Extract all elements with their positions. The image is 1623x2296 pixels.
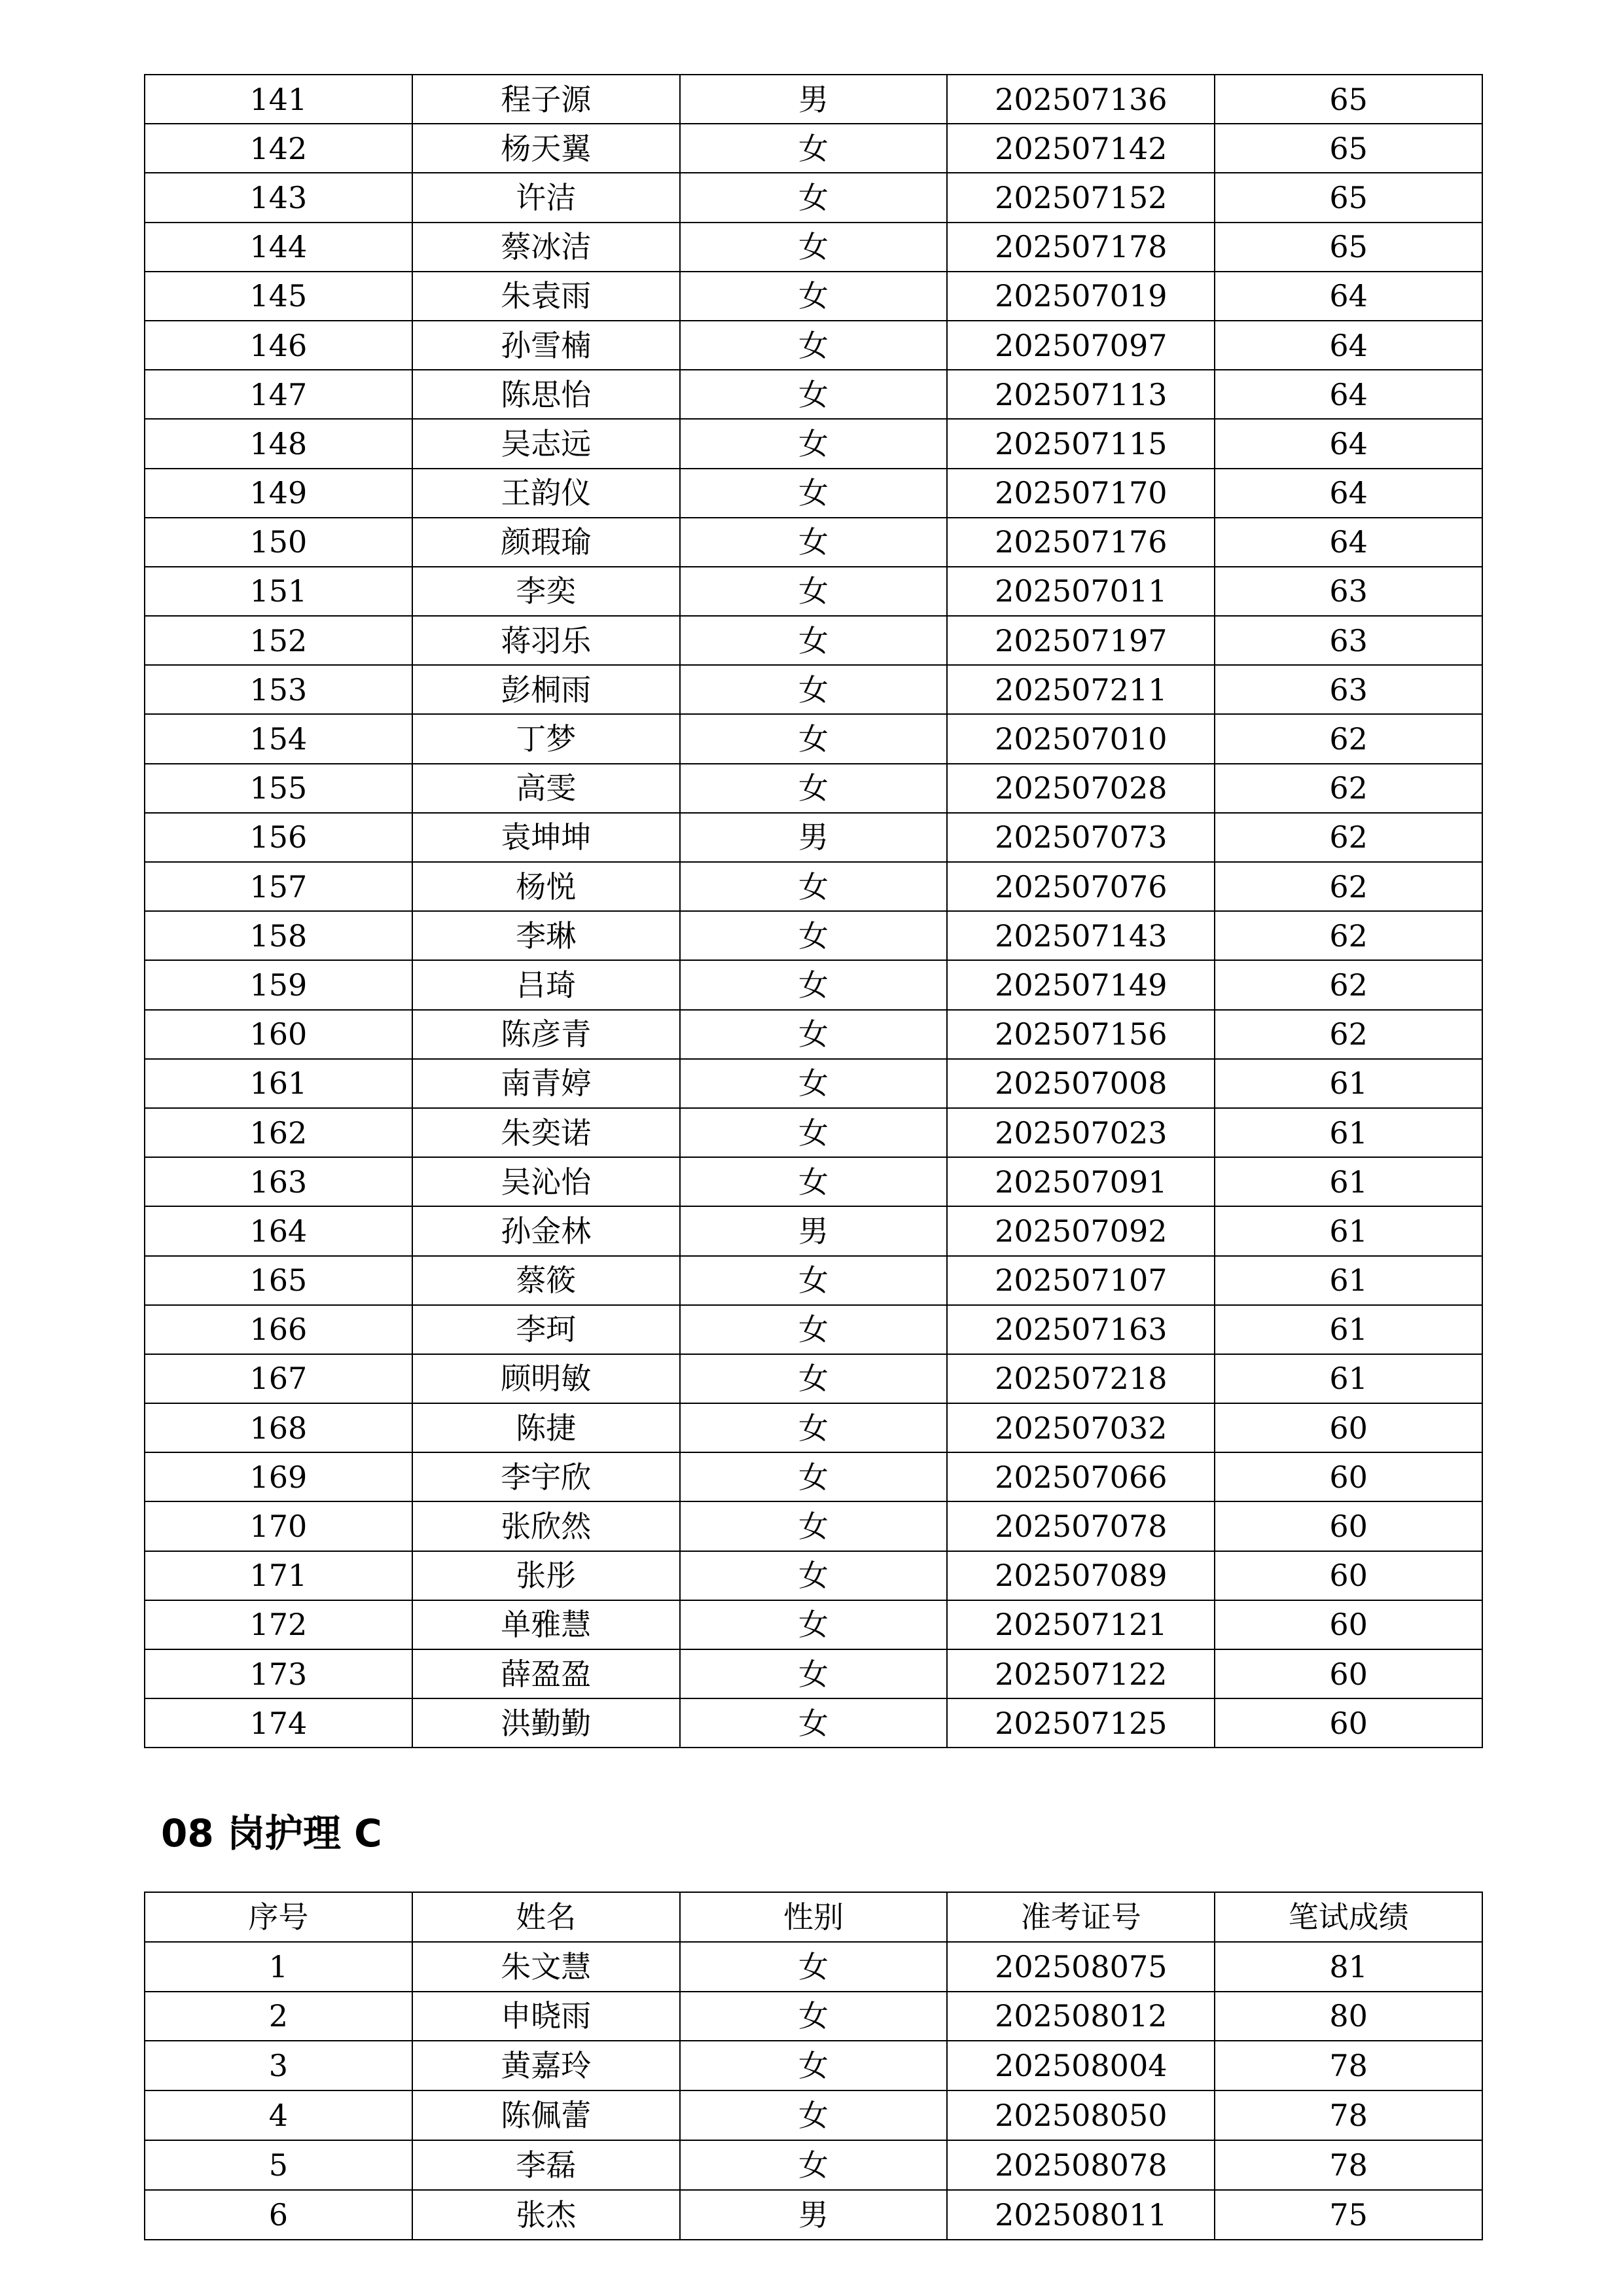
cell-name: 李琳	[412, 911, 680, 960]
cell-exam-id: 202507163	[947, 1305, 1215, 1354]
cell-exam-id: 202507115	[947, 419, 1215, 468]
table-row	[145, 370, 1482, 419]
cell-gender: 女	[680, 665, 948, 714]
cell-index: 144	[145, 223, 412, 272]
cell-name: 蔡筱	[412, 1256, 680, 1305]
cell-exam-id: 202508075	[947, 1942, 1215, 1992]
cell-gender: 女	[680, 911, 948, 960]
cell-gender: 男	[680, 75, 948, 124]
cell-exam-id: 202507142	[947, 124, 1215, 173]
cell-gender: 女	[680, 1942, 948, 1992]
table-row	[145, 2140, 1482, 2190]
cell-name: 彭桐雨	[412, 665, 680, 714]
cell-score: 63	[1215, 616, 1482, 665]
cell-index: 151	[145, 567, 412, 616]
cell-score: 61	[1215, 1354, 1482, 1403]
cell-exam-id: 202507019	[947, 272, 1215, 321]
cell-index: 3	[145, 2041, 412, 2090]
cell-score: 60	[1215, 1698, 1482, 1748]
cell-exam-id: 202507011	[947, 567, 1215, 616]
cell-name: 李宇欣	[412, 1452, 680, 1501]
cell-name: 薛盈盈	[412, 1649, 680, 1698]
table-row	[145, 960, 1482, 1009]
cell-gender: 女	[680, 1551, 948, 1600]
cell-name: 李磊	[412, 2140, 680, 2190]
table-row	[145, 1698, 1482, 1748]
cell-score: 65	[1215, 173, 1482, 222]
cell-exam-id: 202507107	[947, 1256, 1215, 1305]
cell-score: 61	[1215, 1108, 1482, 1157]
cell-exam-id: 202508012	[947, 1992, 1215, 2041]
cell-exam-id: 202507176	[947, 518, 1215, 567]
cell-index: 6	[145, 2190, 412, 2240]
table-row	[145, 321, 1482, 370]
score-table-continued	[144, 74, 1483, 1748]
cell-index: 149	[145, 469, 412, 518]
table-row	[145, 469, 1482, 518]
cell-score: 60	[1215, 1452, 1482, 1501]
cell-index: 159	[145, 960, 412, 1009]
cell-index: 162	[145, 1108, 412, 1157]
cell-index: 145	[145, 272, 412, 321]
table-row	[145, 616, 1482, 665]
cell-gender: 女	[680, 173, 948, 222]
table-row	[145, 223, 1482, 272]
cell-exam-id: 202507121	[947, 1600, 1215, 1649]
cell-score: 60	[1215, 1600, 1482, 1649]
column-header-name: 姓名	[412, 1892, 680, 1942]
cell-index: 158	[145, 911, 412, 960]
table-body	[145, 75, 1482, 1748]
cell-exam-id: 202507218	[947, 1354, 1215, 1403]
cell-score: 62	[1215, 862, 1482, 911]
cell-exam-id: 202507076	[947, 862, 1215, 911]
cell-index: 143	[145, 173, 412, 222]
cell-gender: 女	[680, 1600, 948, 1649]
cell-gender: 男	[680, 2190, 948, 2240]
cell-name: 张欣然	[412, 1501, 680, 1551]
cell-gender: 女	[680, 272, 948, 321]
cell-score: 64	[1215, 419, 1482, 468]
cell-name: 蔡冰洁	[412, 223, 680, 272]
cell-gender: 男	[680, 1206, 948, 1255]
cell-index: 146	[145, 321, 412, 370]
cell-score: 65	[1215, 75, 1482, 124]
cell-score: 65	[1215, 124, 1482, 173]
cell-score: 64	[1215, 272, 1482, 321]
cell-name: 王韵仪	[412, 469, 680, 518]
table-row	[145, 1305, 1482, 1354]
table-row	[145, 1403, 1482, 1452]
cell-name: 陈思怡	[412, 370, 680, 419]
cell-index: 2	[145, 1992, 412, 2041]
cell-score: 78	[1215, 2041, 1482, 2090]
table-row	[145, 1108, 1482, 1157]
table-header	[145, 1892, 1482, 1942]
cell-name: 杨悦	[412, 862, 680, 911]
cell-name: 孙雪楠	[412, 321, 680, 370]
table-row	[145, 518, 1482, 567]
table-row	[145, 75, 1482, 124]
cell-exam-id: 202507092	[947, 1206, 1215, 1255]
cell-exam-id: 202507032	[947, 1403, 1215, 1452]
cell-name: 李珂	[412, 1305, 680, 1354]
cell-index: 169	[145, 1452, 412, 1501]
table-row	[145, 124, 1482, 173]
cell-index: 141	[145, 75, 412, 124]
cell-gender: 女	[680, 1157, 948, 1206]
cell-score: 78	[1215, 2090, 1482, 2140]
cell-exam-id: 202507010	[947, 714, 1215, 763]
cell-score: 65	[1215, 223, 1482, 272]
cell-index: 165	[145, 1256, 412, 1305]
cell-score: 62	[1215, 714, 1482, 763]
cell-index: 160	[145, 1010, 412, 1059]
table-row	[145, 813, 1482, 862]
cell-gender: 女	[680, 1698, 948, 1748]
cell-score: 64	[1215, 321, 1482, 370]
table-row	[145, 2190, 1482, 2240]
cell-gender: 女	[680, 469, 948, 518]
cell-name: 吴志远	[412, 419, 680, 468]
cell-index: 142	[145, 124, 412, 173]
cell-index: 164	[145, 1206, 412, 1255]
cell-name: 吕琦	[412, 960, 680, 1009]
cell-score: 60	[1215, 1551, 1482, 1600]
cell-index: 153	[145, 665, 412, 714]
cell-score: 64	[1215, 469, 1482, 518]
cell-index: 150	[145, 518, 412, 567]
cell-index: 167	[145, 1354, 412, 1403]
cell-index: 174	[145, 1698, 412, 1748]
cell-exam-id: 202508004	[947, 2041, 1215, 2090]
cell-name: 程子源	[412, 75, 680, 124]
cell-name: 张杰	[412, 2190, 680, 2240]
cell-score: 61	[1215, 1059, 1482, 1108]
cell-score: 61	[1215, 1305, 1482, 1354]
cell-exam-id: 202507149	[947, 960, 1215, 1009]
cell-score: 60	[1215, 1649, 1482, 1698]
column-header-gender: 性别	[680, 1892, 948, 1942]
cell-name: 蒋羽乐	[412, 616, 680, 665]
cell-exam-id: 202507023	[947, 1108, 1215, 1157]
cell-exam-id: 202507008	[947, 1059, 1215, 1108]
cell-gender: 女	[680, 370, 948, 419]
cell-name: 洪勤勤	[412, 1698, 680, 1748]
cell-index: 5	[145, 2140, 412, 2190]
table-row	[145, 1206, 1482, 1255]
cell-name: 朱文慧	[412, 1942, 680, 1992]
table-row	[145, 764, 1482, 813]
cell-index: 155	[145, 764, 412, 813]
cell-index: 4	[145, 2090, 412, 2140]
cell-name: 黄嘉玲	[412, 2041, 680, 2090]
cell-name: 丁梦	[412, 714, 680, 763]
cell-exam-id: 202507197	[947, 616, 1215, 665]
cell-score: 62	[1215, 813, 1482, 862]
table-row	[145, 567, 1482, 616]
table-row	[145, 1010, 1482, 1059]
table-row	[145, 1600, 1482, 1649]
cell-name: 杨天翼	[412, 124, 680, 173]
table-row	[145, 665, 1482, 714]
cell-gender: 女	[680, 1059, 948, 1108]
cell-gender: 女	[680, 1305, 948, 1354]
cell-score: 62	[1215, 911, 1482, 960]
cell-gender: 女	[680, 1010, 948, 1059]
cell-exam-id: 202507136	[947, 75, 1215, 124]
cell-gender: 女	[680, 2041, 948, 2090]
cell-exam-id: 202507152	[947, 173, 1215, 222]
cell-name: 许洁	[412, 173, 680, 222]
cell-exam-id: 202507143	[947, 911, 1215, 960]
cell-exam-id: 202508078	[947, 2140, 1215, 2190]
cell-exam-id: 202507097	[947, 321, 1215, 370]
cell-score: 61	[1215, 1206, 1482, 1255]
cell-name: 顾明敏	[412, 1354, 680, 1403]
table-row	[145, 1942, 1482, 1992]
cell-exam-id: 202507089	[947, 1551, 1215, 1600]
cell-gender: 女	[680, 714, 948, 763]
cell-score: 63	[1215, 567, 1482, 616]
cell-gender: 女	[680, 1649, 948, 1698]
cell-name: 袁坤坤	[412, 813, 680, 862]
cell-name: 吴沁怡	[412, 1157, 680, 1206]
cell-index: 1	[145, 1942, 412, 1992]
cell-name: 申晓雨	[412, 1992, 680, 2041]
cell-name: 朱奕诺	[412, 1108, 680, 1157]
cell-gender: 女	[680, 960, 948, 1009]
cell-gender: 女	[680, 764, 948, 813]
cell-score: 62	[1215, 1010, 1482, 1059]
table-body	[145, 1942, 1482, 2240]
cell-gender: 女	[680, 518, 948, 567]
table-row	[145, 2041, 1482, 2090]
table-row	[145, 862, 1482, 911]
cell-gender: 女	[680, 419, 948, 468]
cell-score: 62	[1215, 764, 1482, 813]
cell-exam-id: 202507122	[947, 1649, 1215, 1698]
cell-exam-id: 202507170	[947, 469, 1215, 518]
cell-gender: 女	[680, 1256, 948, 1305]
cell-exam-id: 202507078	[947, 1501, 1215, 1551]
cell-gender: 女	[680, 124, 948, 173]
cell-name: 南青婷	[412, 1059, 680, 1108]
cell-gender: 女	[680, 1108, 948, 1157]
cell-gender: 女	[680, 1992, 948, 2041]
cell-index: 168	[145, 1403, 412, 1452]
table-row	[145, 1256, 1482, 1305]
cell-index: 172	[145, 1600, 412, 1649]
cell-exam-id: 202507125	[947, 1698, 1215, 1748]
cell-index: 163	[145, 1157, 412, 1206]
cell-gender: 女	[680, 862, 948, 911]
cell-gender: 女	[680, 2090, 948, 2140]
cell-index: 161	[145, 1059, 412, 1108]
score-table-nursing-c	[144, 1892, 1483, 2240]
cell-score: 60	[1215, 1403, 1482, 1452]
cell-gender: 女	[680, 616, 948, 665]
cell-score: 64	[1215, 518, 1482, 567]
table-row	[145, 1501, 1482, 1551]
table-row	[145, 1157, 1482, 1206]
cell-index: 157	[145, 862, 412, 911]
cell-score: 60	[1215, 1501, 1482, 1551]
table-row	[145, 419, 1482, 468]
cell-score: 81	[1215, 1942, 1482, 1992]
cell-name: 高雯	[412, 764, 680, 813]
cell-exam-id: 202507066	[947, 1452, 1215, 1501]
cell-exam-id: 202508011	[947, 2190, 1215, 2240]
cell-gender: 女	[680, 1354, 948, 1403]
cell-score: 61	[1215, 1256, 1482, 1305]
cell-exam-id: 202507073	[947, 813, 1215, 862]
cell-index: 170	[145, 1501, 412, 1551]
cell-index: 147	[145, 370, 412, 419]
cell-exam-id: 202507178	[947, 223, 1215, 272]
table-row	[145, 1354, 1482, 1403]
cell-score: 64	[1215, 370, 1482, 419]
cell-name: 朱袁雨	[412, 272, 680, 321]
cell-index: 156	[145, 813, 412, 862]
cell-gender: 女	[680, 1403, 948, 1452]
cell-score: 80	[1215, 1992, 1482, 2041]
cell-name: 陈彦青	[412, 1010, 680, 1059]
cell-name: 颜瑕瑜	[412, 518, 680, 567]
cell-gender: 女	[680, 2140, 948, 2190]
section-heading: 08 岗护理 C	[161, 1811, 382, 1856]
cell-index: 171	[145, 1551, 412, 1600]
cell-exam-id: 202507091	[947, 1157, 1215, 1206]
cell-score: 78	[1215, 2140, 1482, 2190]
table-row	[145, 272, 1482, 321]
table-row	[145, 1649, 1482, 1698]
cell-gender: 女	[680, 1452, 948, 1501]
cell-score: 61	[1215, 1157, 1482, 1206]
cell-name: 陈捷	[412, 1403, 680, 1452]
cell-name: 单雅慧	[412, 1600, 680, 1649]
cell-index: 154	[145, 714, 412, 763]
table-row	[145, 1452, 1482, 1501]
table-row	[145, 173, 1482, 222]
cell-score: 63	[1215, 665, 1482, 714]
column-header-index: 序号	[145, 1892, 412, 1942]
cell-exam-id: 202507211	[947, 665, 1215, 714]
cell-exam-id: 202507028	[947, 764, 1215, 813]
cell-gender: 女	[680, 223, 948, 272]
cell-index: 148	[145, 419, 412, 468]
cell-index: 152	[145, 616, 412, 665]
cell-index: 173	[145, 1649, 412, 1698]
cell-score: 62	[1215, 960, 1482, 1009]
cell-gender: 女	[680, 1501, 948, 1551]
cell-name: 陈佩蕾	[412, 2090, 680, 2140]
cell-exam-id: 202507113	[947, 370, 1215, 419]
cell-gender: 女	[680, 321, 948, 370]
cell-name: 张彤	[412, 1551, 680, 1600]
cell-gender: 女	[680, 567, 948, 616]
table-row	[145, 1992, 1482, 2041]
table-row	[145, 2090, 1482, 2140]
cell-gender: 男	[680, 813, 948, 862]
table-row	[145, 1059, 1482, 1108]
cell-name: 李奕	[412, 567, 680, 616]
table-row	[145, 1551, 1482, 1600]
cell-exam-id: 202508050	[947, 2090, 1215, 2140]
cell-exam-id: 202507156	[947, 1010, 1215, 1059]
table-row	[145, 714, 1482, 763]
column-header-exam-id: 准考证号	[947, 1892, 1215, 1942]
cell-name: 孙金林	[412, 1206, 680, 1255]
cell-score: 75	[1215, 2190, 1482, 2240]
table-row	[145, 911, 1482, 960]
column-header-score: 笔试成绩	[1215, 1892, 1482, 1942]
header-row	[145, 1892, 1482, 1942]
cell-index: 166	[145, 1305, 412, 1354]
